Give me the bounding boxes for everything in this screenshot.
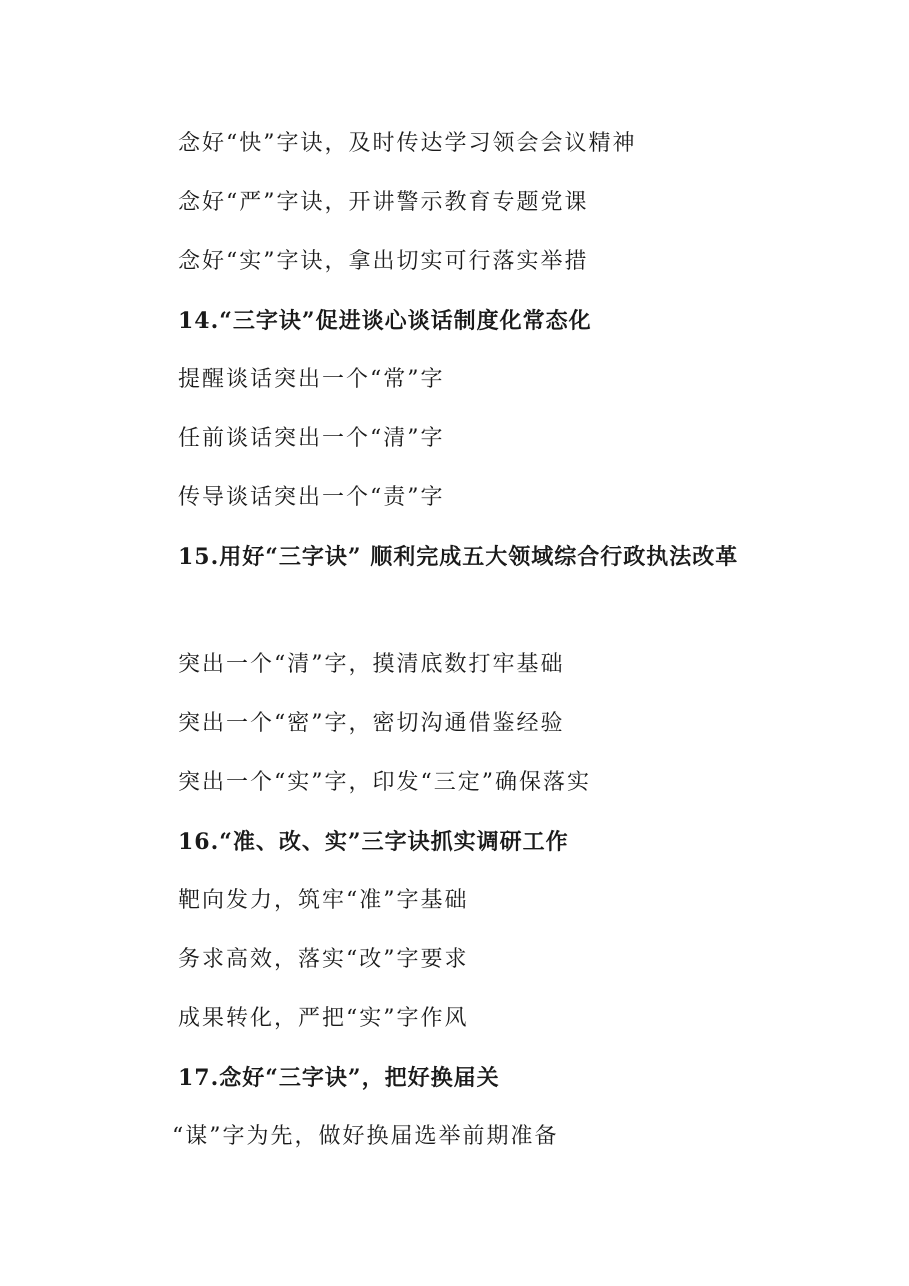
section-heading-15: 15.用好“三字诀” 顺利完成五大领域综合行政执法改革 [178, 544, 739, 570]
paragraph-line: 成果转化，严把“实”字作风 [178, 1006, 469, 1031]
paragraph-line: 务求高效，落实“改”字要求 [178, 947, 469, 972]
paragraph-line: 靶向发力，筑牢“准”字基础 [178, 888, 469, 913]
paragraph-line: 念好“严”字诀，开讲警示教育专题党课 [178, 190, 589, 215]
section-heading-14: 14.“三字诀”促进谈心谈话制度化常态化 [178, 308, 592, 334]
paragraph-line: “谋”字为先，做好换届选举前期准备 [172, 1124, 559, 1149]
paragraph-line: 任前谈话突出一个“清”字 [178, 426, 445, 451]
paragraph-line: 突出一个“实”字，印发“三定”确保落实 [178, 770, 591, 795]
paragraph-line: 突出一个“密”字，密切沟通借鉴经验 [178, 711, 565, 736]
section-heading-17: 17.念好“三字诀”，把好换届关 [178, 1065, 500, 1091]
paragraph-line: 念好“快”字诀，及时传达学习领会会议精神 [178, 131, 637, 156]
section-heading-16: 16.“准、改、实”三字诀抓实调研工作 [178, 829, 569, 855]
paragraph-line: 提醒谈话突出一个“常”字 [178, 367, 445, 392]
paragraph-line: 突出一个“清”字，摸清底数打牢基础 [178, 652, 565, 677]
paragraph-line: 念好“实”字诀，拿出切实可行落实举措 [178, 249, 589, 274]
paragraph-line: 传导谈话突出一个“责”字 [178, 485, 445, 510]
